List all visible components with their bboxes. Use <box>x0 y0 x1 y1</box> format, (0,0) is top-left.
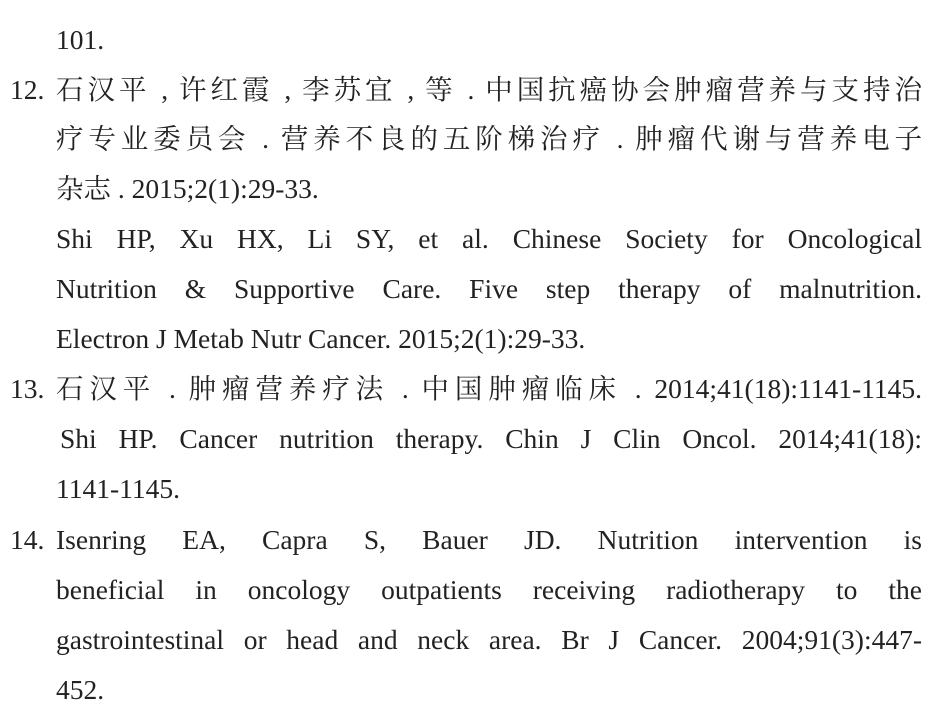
reference-number: 13. <box>10 373 45 404</box>
reference-line: Isenring EA, Capra S, Bauer JD. Nutrition intervention is <box>56 524 922 555</box>
reference-number: 12. <box>10 74 45 105</box>
reference-line: Shi HP, Xu HX, Li SY, et al. Chinese Society for Oncological <box>56 223 922 254</box>
reference-line: 石汉平 . 肿瘤营养疗法 . 中国肿瘤临床 . 2014;41(18):1141-1145. <box>56 373 922 404</box>
reference-line: Electron J Metab Nutr Cancer. 2015;2(1):29-33. <box>56 323 586 354</box>
reference-line: Nutrition & Supportive Care. Five step therapy of malnutrition. <box>56 273 922 304</box>
reference-line: 101. <box>56 24 105 55</box>
reference-number: 14. <box>10 524 45 555</box>
reference-line: beneficial in oncology outpatients receiving radiotherapy to the <box>56 574 922 605</box>
reference-line: 疗专业委员会 . 营养不良的五阶梯治疗 . 肿瘤代谢与营养电子 <box>56 123 922 154</box>
reference-line: Shi HP. Cancer nutrition therapy. Chin J Clin Oncol. 2014;41(18): <box>60 423 922 454</box>
reference-line: 452. <box>56 674 105 705</box>
reference-line: 杂志 . 2015;2(1):29-33. <box>56 173 319 204</box>
reference-line: 石汉平 , 许红霞 , 李苏宜 , 等 . 中国抗癌协会肿瘤营养与支持治 <box>56 74 922 105</box>
reference-line: gastrointestinal or head and neck area. Br J Cancer. 2004;91(3):447- <box>56 624 922 655</box>
reference-line: 1141-1145. <box>56 473 180 504</box>
